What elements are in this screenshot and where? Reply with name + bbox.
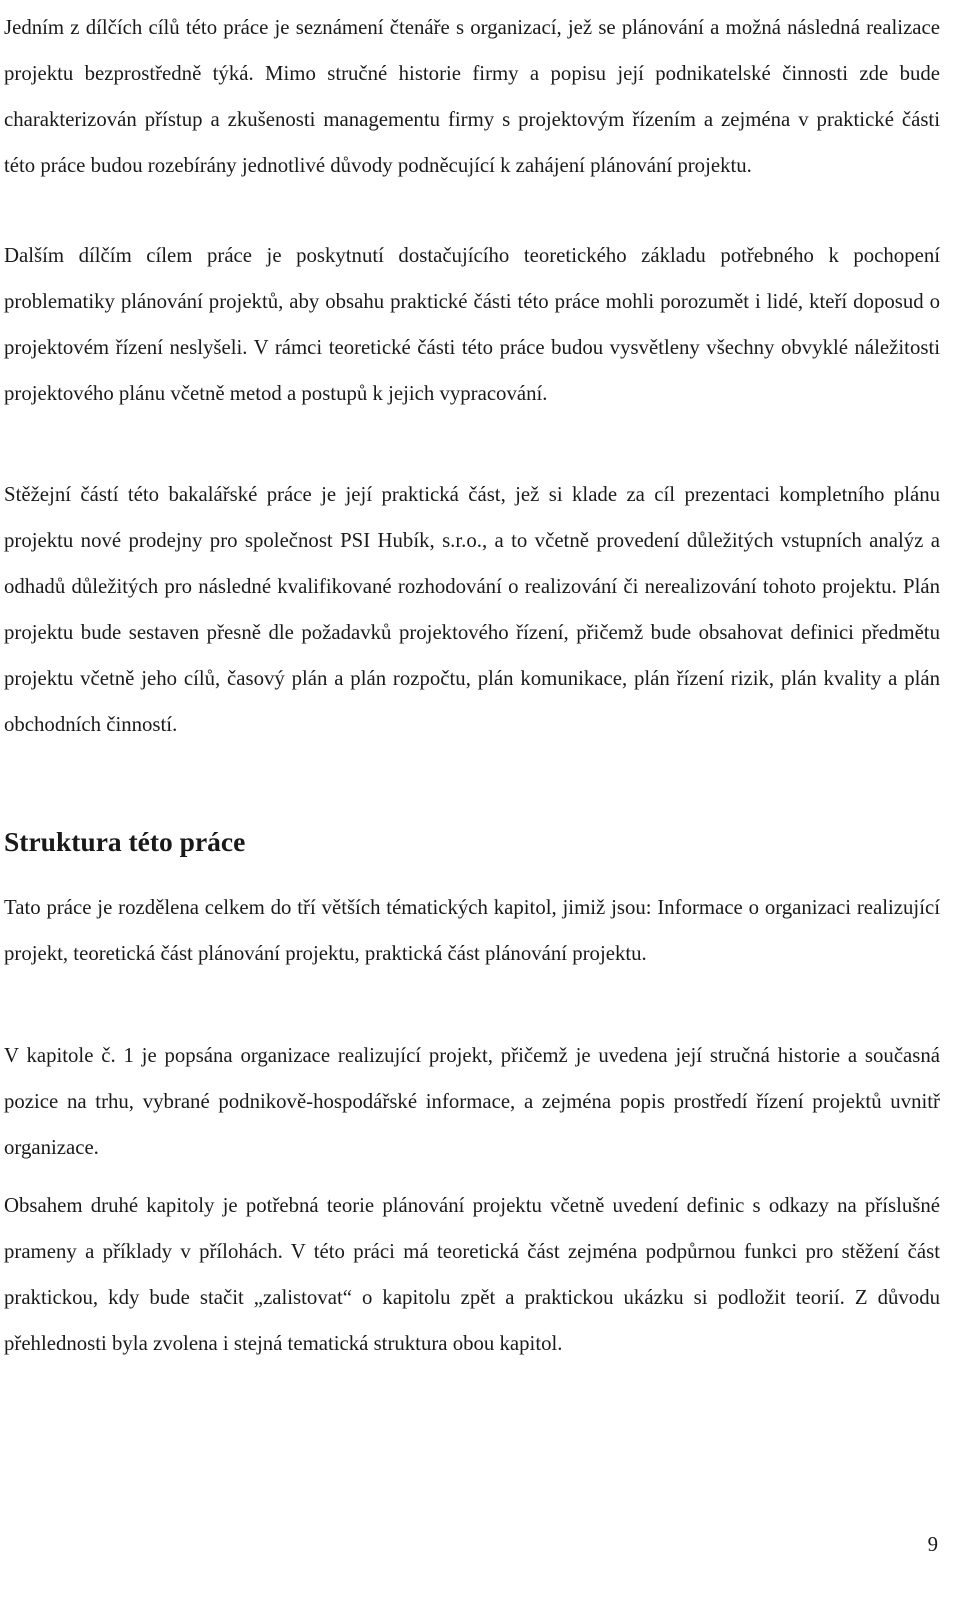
paragraph-structure-chapter-1: V kapitole č. 1 je popsána organizace realizující projekt, přičemž je uvedena její stručná historie a současná pozice na trhu, vybrané podnikově-hospodářské informace, a zejména popis prostředí řízení projektů uvnitř organizace. [4,1044,940,1159]
paragraph-structure-overview: Tato práce je rozdělena celkem do tří větších tématických kapitol, jimiž jsou: Informace o organizaci realizující projekt, teoretická část plánování projektu, praktická část plánování projektu. [4,896,940,965]
page-number: 9 [927,1533,938,1556]
paragraph-intro-goal-theory: Dalším dílčím cílem práce je poskytnutí dostačujícího teoretického základu potřebného k pochopení problematiky plánování projektů, aby obsahu praktické části této práce mohli porozumět i lidé, kteří doposud o projektovém řízení neslyšeli. V rámci teoretické části této práce budou vysvětleny všechny obvyklé náležitosti projektového plánu včetně metod a postupů k jejich vypracování. [4,244,940,405]
paragraph-intro-goal-practical: Stěžejní částí této bakalářské práce je její praktická část, jež si klade za cíl prezentaci kompletního plánu projektu nové prodejny pro společnost PSI Hubík, s.r.o., a to včetně provedení důležitých vstupních analýz a odhadů důležitých pro následné kvalifikované rozhodování o realizování či nerealizování tohoto projektu. Plán projektu bude sestaven přesně dle požadavků projektového řízení, přičemž bude obsahovat definici předmětu projektu včetně jeho cílů, časový plán a plán rozpočtu, plán komunikace, plán řízení rizik, plán kvality a plán obchodních činností. [4,483,940,736]
paragraph-intro-goal-organization: Jedním z dílčích cílů této práce je seznámení čtenáře s organizací, jež se plánování a možná následná realizace projektu bezprostředně týká. Mimo stručné historie firmy a popisu její podnikatelské činnosti zde bude charakterizován přístup a zkušenosti managementu firmy s projektovým řízením a zejména v praktické části této práce budou rozebírány jednotlivé důvody podněcující k zahájení plánování projektu. [4,16,940,177]
section-heading: Struktura této práce [4,826,246,857]
paragraph-structure-chapter-2: Obsahem druhé kapitoly je potřebná teorie plánování projektu včetně uvedení definic s odkazy na příslušné prameny a příklady v přílohách. V této práci má teoretická část zejména podpůrnou funkci pro stěžení část praktickou, kdy bude stačit „zalistovat“ o kapitolu zpět a praktickou ukázku si podložit teorií. Z důvodu přehlednosti byla zvolena i stejná tematická struktura obou kapitol. [4,1194,940,1355]
